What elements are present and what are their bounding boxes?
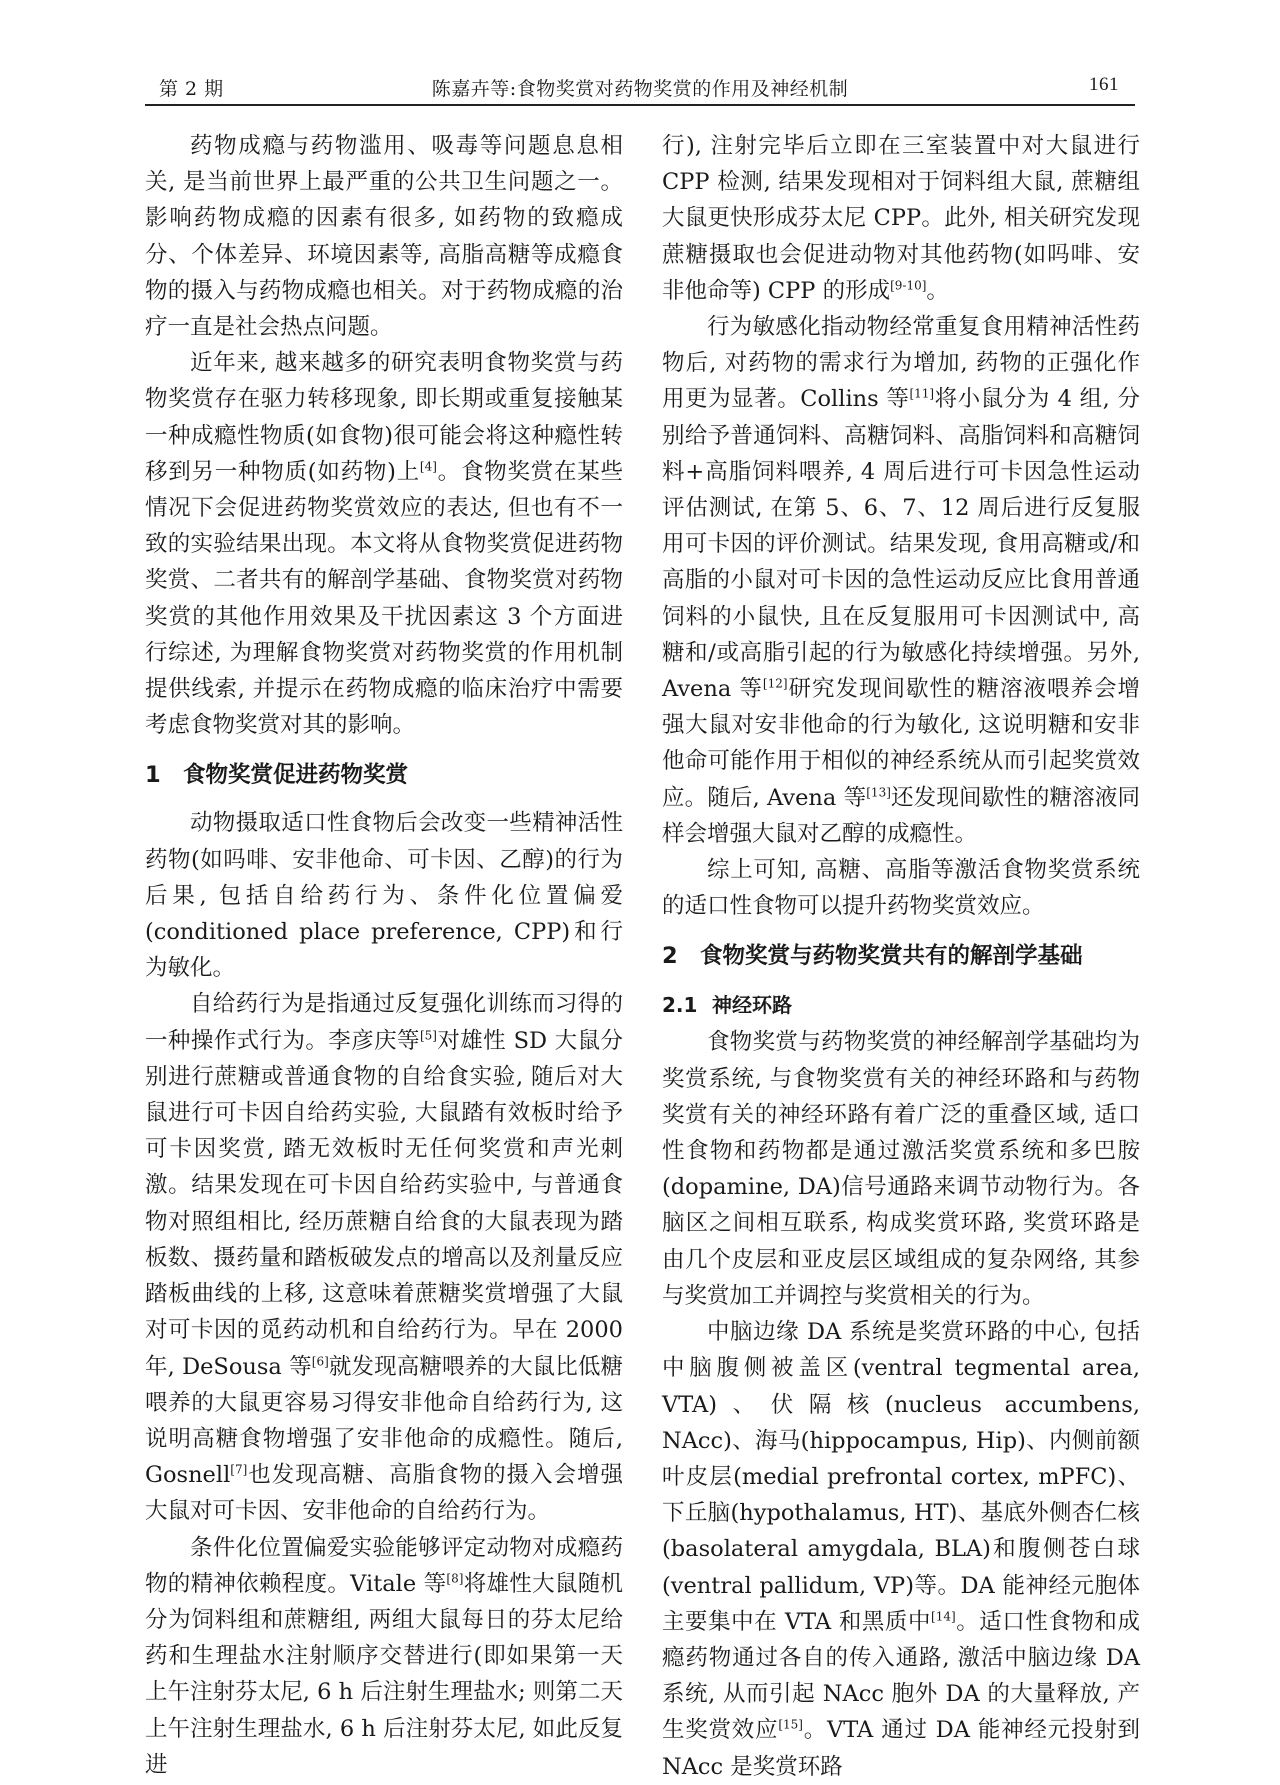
citation: [9-10]	[890, 278, 927, 293]
paragraph: 自给药行为是指通过反复强化训练而习得的一种操作式行为。李彦庆等[5]对雄性 SD 大鼠分别进行蔗糖或普通食物的自给食实验, 随后对大鼠进行可卡因自给药实验, 大鼠踏有效板时给予可卡因奖赏, 踏无效板时无任何奖赏和声光刺激。结果发现在可卡因自给药实验中, 与普通食物对照组相比, 经历蔗糖自给食的大鼠表现为踏板数、摄药量和踏板破发点的增高以及剂量反应踏板曲线的上移, 这意味着蔗糖奖赏增强了大鼠对可卡因的觅药动机和自给药行为。早在 2000 年, DeSousa 等[6]就发现高糖喂养的大鼠比低糖喂养的大鼠更容易习得安非他命自给药行为, 这说明高糖食物增强了安非他命的成瘾性。随后, Gosnell[7]也发现高糖、高脂食物的摄入会增强大鼠对可卡因、安非他命的自给药行为。	[145, 991, 623, 1525]
citation: [8]	[446, 1571, 464, 1586]
paragraph: 药物成瘾与药物滥用、吸毒等问题息息相关, 是当前世界上最严重的公共卫生问题之一。影响药物成瘾的因素有很多, 如药物的致瘾成分、个体差异、环境因素等, 高脂高糖等成瘾食物的摄入与药物成瘾也相关。对于药物成瘾的治疗一直是社会热点问题。	[145, 133, 623, 341]
left-column	[145, 128, 623, 1783]
paragraph: 行), 注射完毕后立即在三室装置中对大鼠进行 CPP 检测, 结果发现相对于饲料组大鼠, 蔗糖组大鼠更快形成芬太尼 CPP。此外, 相关研究发现蔗糖摄取也会促进动物对其他药物(如吗啡、安非他命等) CPP 的形成[9-10]。	[662, 133, 1140, 304]
section-heading: 1 食物奖赏促进药物奖赏	[145, 762, 409, 789]
citation: [5]	[419, 1028, 437, 1043]
citation: [13]	[866, 785, 891, 800]
citation: [7]	[230, 1462, 248, 1477]
paragraph: 近年来, 越来越多的研究表明食物奖赏与药物奖赏存在驱力转移现象, 即长期或重复接触某一种成瘾性物质(如食物)很可能会将这种瘾性转移到另一种物质(如药物)上[4]。食物奖赏在某些情况下会促进药物奖赏效应的表达, 但也有不一致的实验结果出现。本文将从食物奖赏促进药物奖赏、二者共有的解剖学基础、食物奖赏对药物奖赏的其他作用效果及干扰因素这 3 个方面进行综述, 为理解食物奖赏对药物奖赏的作用机制提供线索, 并提示在药物成瘾的临床治疗中需要考虑食物奖赏对其的影响。	[145, 350, 623, 739]
right-column	[662, 128, 1140, 1785]
paragraph: 综上可知, 高糖、高脂等激活食物奖赏系统的适口性食物可以提升药物奖赏效应。	[662, 857, 1140, 920]
running-header	[145, 70, 1135, 106]
citation: [11]	[909, 386, 935, 401]
citation: [12]	[762, 676, 788, 691]
section-heading: 2 食物奖赏与药物奖赏共有的解剖学基础	[662, 943, 1083, 970]
citation: [4]	[419, 459, 437, 474]
paragraph: 行为敏感化指动物经常重复食用精神活性药物后, 对药物的需求行为增加, 药物的正强化作用更为显著。Collins 等[11]将小鼠分为 4 组, 分别给予普通饲料、高糖饲料、高脂饲料和高糖饲料+高脂饲料喂养, 4 周后进行可卡因急性运动评估测试, 在第 5、6、7、12 周后进行反复服用可卡因的评价测试。结果发现, 食用高糖或/和高脂的小鼠对可卡因的急性运动反应比食用普通饲料的小鼠快, 且在反复服用可卡因测试中, 高糖和/或高脂引起的行为敏感化持续增强。另外, Avena 等[12]研究发现间歇性的糖溶液喂养会增强大鼠对安非他命的行为敏化, 这说明糖和安非他命可能作用于相似的神经系统从而引起奖赏效应。随后, Avena 等[13]还发现间歇性的糖溶液同样会增强大鼠对乙醇的成瘾性。	[662, 314, 1140, 847]
citation: [15]	[778, 1717, 803, 1732]
paragraph: 中脑边缘 DA 系统是奖赏环路的中心, 包括中脑腹侧被盖区(ventral tegmental area, VTA)、伏隔核(nucleus accumbens, NAcc)、海马(hippocampus, Hip)、内侧前额叶皮层(medial prefrontal cortex, mPFC)、下丘脑(hypothalamus, HT)、基底外侧杏仁核(basolateral amygdala, BLA)和腹侧苍白球(ventral pallidum, VP)等。DA 能神经元胞体主要集中在 VTA 和黑质中[14]。适口性食物和成瘾药物通过各自的传入通路, 激活中脑边缘 DA 系统, 从而引起 NAcc 胞外 DA 的大量释放, 产生奖赏效应[15]。VTA 通过 DA 能神经元投射到 NAcc 是奖赏环路	[662, 1319, 1140, 1780]
paragraph: 食物奖赏与药物奖赏的神经解剖学基础均为奖赏系统, 与食物奖赏有关的神经环路和与药物奖赏有关的神经环路有着广泛的重叠区域, 适口性食物和药物都是通过激活奖赏系统和多巴胺(dopamine, DA)信号通路来调节动物行为。各脑区之间相互联系, 构成奖赏环路, 奖赏环路是由几个皮层和亚皮层区域组成的复杂网络, 其参与奖赏加工并调控与奖赏相关的行为。	[662, 1029, 1140, 1309]
citation: [6]	[311, 1354, 329, 1368]
subsection-heading: 2.1 神经环路	[662, 993, 792, 1018]
paragraph: 动物摄取适口性食物后会改变一些精神活性药物(如吗啡、安非他命、可卡因、乙醇)的行为后果, 包括自给药行为、条件化位置偏爱(conditioned place preference, CPP)和行为敏化。	[145, 810, 623, 982]
page-number: 161	[1089, 74, 1119, 95]
running-title: 陈嘉卉等:食物奖赏对药物奖赏的作用及神经机制	[431, 78, 849, 100]
paragraph: 条件化位置偏爱实验能够评定动物对成瘾药物的精神依赖程度。Vitale 等[8]将雄性大鼠随机分为饲料组和蔗糖组, 两组大鼠每日的芬太尼给药和生理盐水注射顺序交替进行(即如果第一天上午注射芬太尼, 6 h 后注射生理盐水; 则第二天上午注射生理盐水, 6 h 后注射芬太尼, 如此反复进	[145, 1534, 623, 1778]
citation: [14]	[931, 1609, 956, 1624]
issue-label: 第 2 期	[159, 78, 224, 100]
